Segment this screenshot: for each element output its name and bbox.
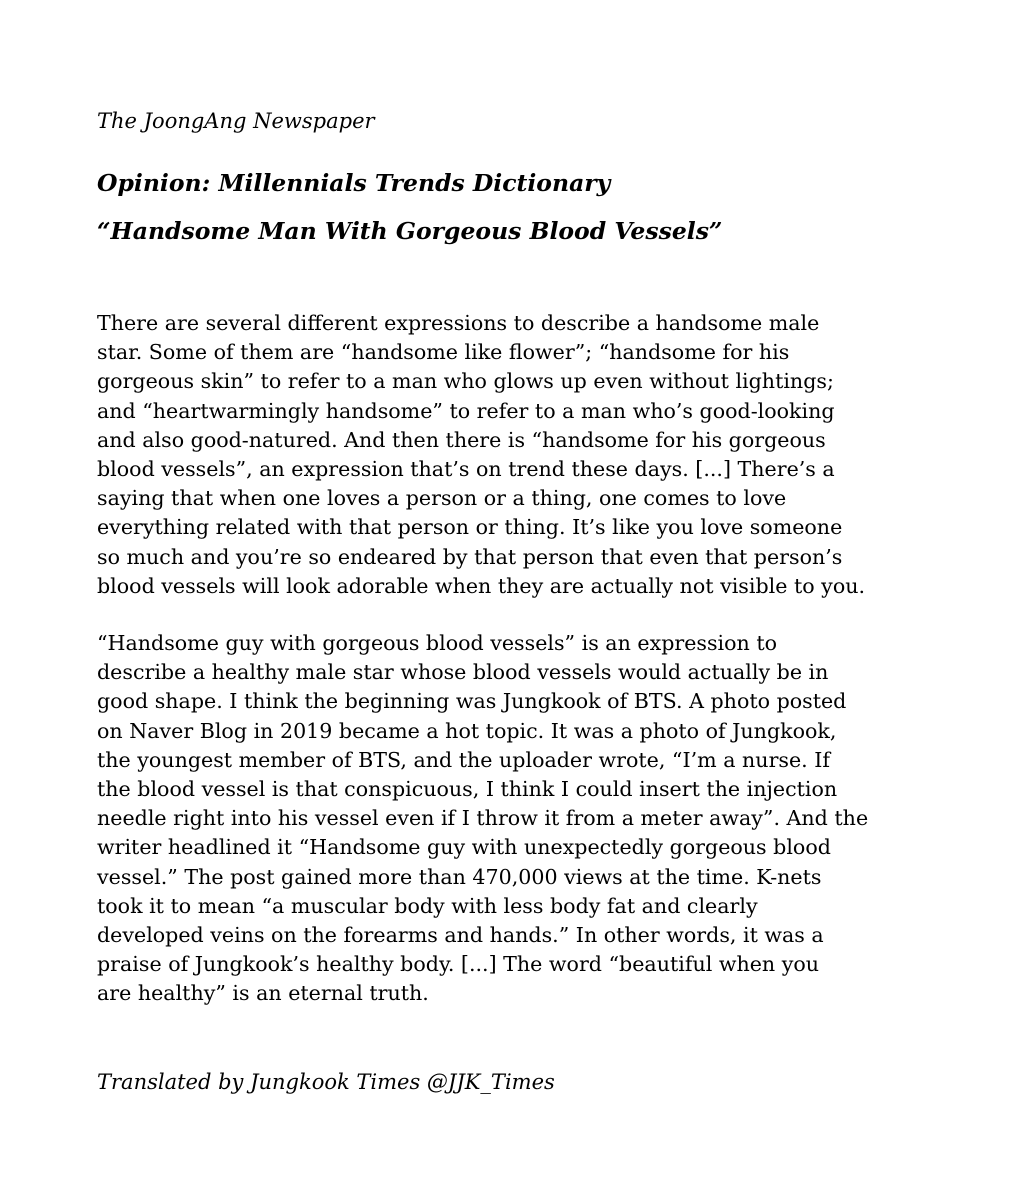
text-line: star. Some of them are “handsome like flower”; “handsome for his	[97, 340, 790, 365]
headline-article-title: “Handsome Man With Gorgeous Blood Vessels”	[97, 217, 723, 245]
text-line: describe a healthy male star whose blood vessels would actually be in	[97, 660, 829, 685]
text-line: blood vessels”, an expression that’s on trend these days. [...] There’s a	[97, 457, 835, 482]
text-line: writer headlined it “Handsome guy with unexpectedly gorgeous blood	[97, 835, 831, 860]
text-line: the blood vessel is that conspicuous, I think I could insert the injection	[97, 777, 838, 802]
text-line: gorgeous skin” to refer to a man who glows up even without lightings;	[97, 369, 834, 394]
headline-column-title: Opinion: Millennials Trends Dictionary	[97, 169, 611, 197]
text-line: vessel.” The post gained more than 470,000 views at the time. K-nets	[97, 864, 822, 889]
body-paragraph-1	[97, 309, 977, 601]
text-line: and also good-natured. And then there is “handsome for his gorgeous	[97, 427, 826, 452]
text-line: There are several different expressions to describe a handsome male	[97, 311, 820, 335]
text-line: developed veins on the forearms and hands.” In other words, it was a	[97, 923, 824, 948]
translation-credit: Translated by Jungkook Times @JJK_Times	[97, 1070, 555, 1094]
text-line: the youngest member of BTS, and the uploader wrote, “I’m a nurse. If	[97, 747, 831, 772]
text-line: on Naver Blog in 2019 became a hot topic. It was a photo of Jungkook,	[97, 718, 837, 743]
text-line: “Handsome guy with gorgeous blood vessels” is an expression to	[97, 631, 778, 655]
text-line: took it to mean “a muscular body with less body fat and clearly	[97, 893, 758, 918]
newspaper-name: The JoongAng Newspaper	[97, 109, 375, 133]
text-line: blood vessels will look adorable when they are actually not visible to you.	[97, 573, 866, 598]
text-line: so much and you’re so endeared by that person that even that person’s	[97, 544, 843, 569]
text-line: saying that when one loves a person or a thing, one comes to love	[97, 486, 787, 511]
text-line: needle right into his vessel even if I throw it from a meter away”. And the	[97, 806, 869, 831]
text-line: and “heartwarmingly handsome” to refer to a man who’s good-looking	[97, 398, 835, 423]
text-line: praise of Jungkook’s healthy body. [...] The word “beautiful when you	[97, 952, 820, 977]
text-line: everything related with that person or thing. It’s like you love someone	[97, 515, 843, 540]
text-line: good shape. I think the beginning was Jungkook of BTS. A photo posted	[97, 689, 847, 714]
text-line: are healthy” is an eternal truth.	[97, 981, 429, 1006]
body-paragraph-2	[97, 629, 977, 1009]
